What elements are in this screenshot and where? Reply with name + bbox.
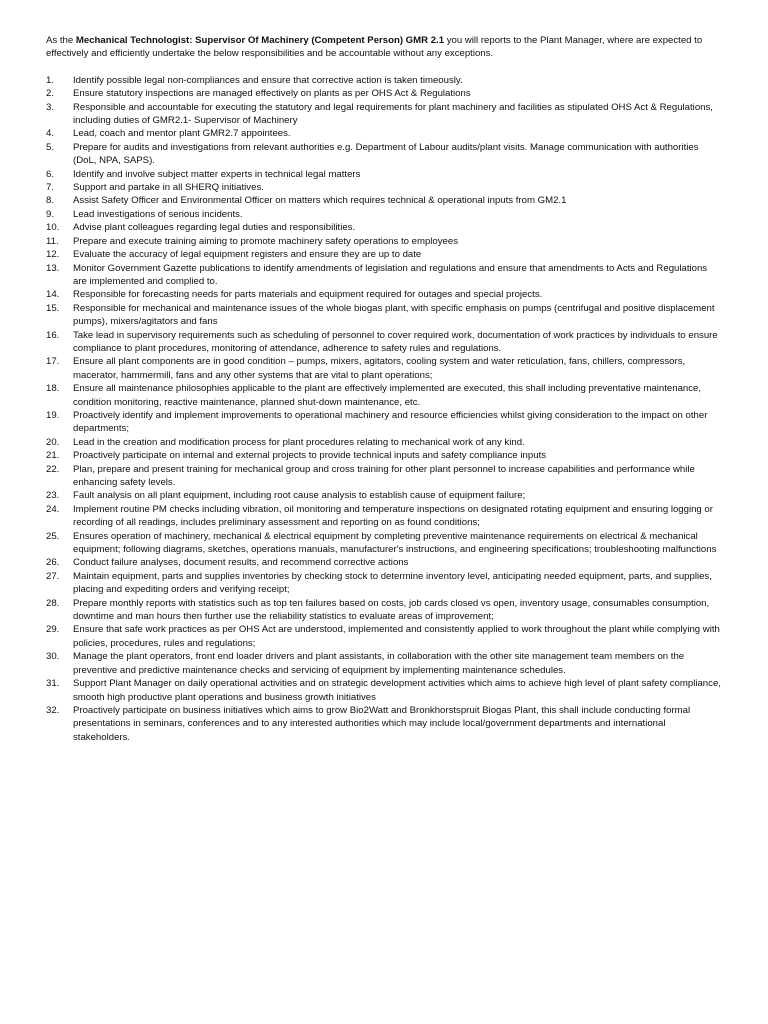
- list-item-text: Prepare monthly reports with statistics such as top ten failures based on costs, job cards closed vs open, inventory usage, consumables consumption, downtime and man hours then further use the reliability statistics to evaluate areas of improvement;: [73, 597, 710, 623]
- list-item-text: Prepare and execute training aiming to promote machinery safety operations to employees: [73, 235, 459, 247]
- list-item-number: 24.: [46, 503, 60, 515]
- list-item: [46, 262, 722, 289]
- list-item: [46, 570, 722, 597]
- intro-role-title: Mechanical Technologist: Supervisor Of Machinery (Competent Person) GMR 2.1: [75, 35, 445, 46]
- intro-suffix: you will reports to the Plant Manager, where are expected to effectively and efficiently undertake the below responsibilities and be accountable without any exceptions.: [46, 35, 703, 60]
- list-item: [46, 623, 722, 650]
- list-item-number: 8.: [46, 195, 55, 207]
- list-item: [46, 87, 722, 100]
- list-item-number: 28.: [46, 597, 60, 609]
- list-item-number: 30.: [46, 651, 60, 663]
- list-item-text: Implement routine PM checks including vibration, oil monitoring and temperature inspections on designated rotating equipment and ensuring logging or recording of all readings, includes preliminary assessment and reporting on as found conditions;: [73, 503, 713, 529]
- list-item-text: Take lead in supervisory requirements such as scheduling of personnel to cover required work, documentation of work practices by individuals to ensure compliance to plant procedures, monitoring of attendance, adherence to safety rules and regulations.: [73, 329, 718, 354]
- list-item: [46, 556, 722, 569]
- list-item-text: Ensure all maintenance philosophies applicable to the plant are effectively implemented are executed, this shall including preventative maintenance, condition monitoring, reactive maintenance, planned shut-down maintenance, etc.: [73, 383, 702, 408]
- list-item-number: 12.: [46, 249, 60, 261]
- list-item-number: 5.: [46, 141, 55, 153]
- list-item: [46, 288, 722, 301]
- list-item-number: 32.: [46, 704, 60, 716]
- list-item: [46, 382, 722, 409]
- list-item: [46, 704, 722, 744]
- list-item: [46, 248, 722, 261]
- list-item-text: Ensure all plant components are in good condition – pumps, mixers, agitators, cooling system and water reticulation, fans, chillers, compressors, macerator, hammermill, fans and any other systems that are vital to plant operations;: [73, 356, 686, 381]
- list-item-number: 9.: [46, 208, 55, 220]
- list-item-number: 7.: [46, 182, 55, 194]
- list-item-text: Proactively participate on business initiatives which aims to grow Bio2Watt and Bronkhorstspruit Biogas Plant, this shall include conducting formal presentations in seminars, conferences and to any interested authorities which may include local/government departments and international stakeholders.: [73, 704, 691, 743]
- list-item-text: Fault analysis on all plant equipment, including root cause analysis to establish cause of equipment failure;: [73, 490, 526, 502]
- list-item-number: 31.: [46, 678, 60, 690]
- list-item-number: 3.: [46, 101, 55, 113]
- list-item-number: 27.: [46, 570, 60, 582]
- list-item-number: 25.: [46, 530, 60, 542]
- list-item-text: Conduct failure analyses, document results, and recommend corrective actions: [73, 557, 409, 569]
- list-item-text: Manage the plant operators, front end loader drivers and plant assistants, in collaboration with the other site management team members on the preventive and predictive maintenance checks and servicing of equipment by implementing maintenance schedules.: [73, 651, 685, 676]
- list-item-number: 6.: [46, 168, 55, 180]
- list-item-number: 10.: [46, 222, 60, 234]
- list-item-text: Responsible and accountable for executing the statutory and legal requirements for plant machinery and facilities as stipulated OHS Act & Regulations, including duties of GMR2.1- Supervisor of Machinery: [73, 101, 713, 127]
- list-item: [46, 141, 722, 168]
- list-item-text: Maintain equipment, parts and supplies inventories by checking stock to determine inventory level, anticipating needed equipment, parts, and supplies, placing and expediting orders and verifying receipt;: [73, 570, 712, 596]
- list-item-text: Lead in the creation and modification process for plant procedures relating to mechanical work of any kind.: [73, 436, 525, 448]
- list-item: [46, 436, 722, 449]
- list-item-text: Identify and involve subject matter experts in technical legal matters: [73, 168, 361, 180]
- list-item: [46, 127, 722, 140]
- list-item-number: 19.: [46, 409, 60, 421]
- list-item: [46, 503, 722, 530]
- list-item: [46, 302, 722, 329]
- list-item: [46, 463, 722, 490]
- list-item-number: 14.: [46, 289, 60, 301]
- list-item-number: 20.: [46, 436, 60, 448]
- list-item-text: Support and partake in all SHERQ initiatives.: [73, 182, 264, 194]
- list-item-text: Proactively participate on internal and external projects to provide technical inputs and safety compliance inputs: [73, 450, 547, 462]
- list-item-number: 23.: [46, 490, 60, 502]
- list-item-number: 16.: [46, 329, 60, 341]
- list-item: [46, 650, 722, 677]
- list-item-text: Responsible for forecasting needs for parts materials and equipment required for outages and special projects.: [73, 289, 543, 301]
- list-item-number: 17.: [46, 356, 60, 368]
- intro-paragraph: [46, 34, 722, 61]
- list-item-number: 26.: [46, 557, 60, 569]
- list-item: [46, 101, 722, 128]
- list-item: [46, 489, 722, 502]
- list-item: [46, 597, 722, 624]
- list-item-number: 2.: [46, 88, 55, 100]
- list-item-text: Assist Safety Officer and Environmental Officer on matters which requires technical & operational inputs from GM2.1: [73, 195, 567, 207]
- list-item: [46, 409, 722, 436]
- list-item-number: 22.: [46, 463, 60, 475]
- list-item: [46, 181, 722, 194]
- list-item: [46, 449, 722, 462]
- list-item-text: Plan, prepare and present training for mechanical group and cross training for other plant personnel to increase capabilities and performance while enhancing safety levels.: [73, 463, 695, 488]
- list-item-text: Responsible for mechanical and maintenance issues of the whole biogas plant, with specific emphasis on pumps (centrifugal and positive displacement pumps), mixers/agitators and fans: [73, 302, 715, 328]
- list-item-text: Ensure statutory inspections are managed effectively on plants as per OHS Act & Regulations: [73, 88, 471, 100]
- list-item-text: Support Plant Manager on daily operational activities and on strategic development activities which aims to achieve high level of plant safety compliance, smooth high productive plant operations and business growth initiatives: [73, 678, 721, 703]
- list-item: [46, 208, 722, 221]
- list-item: [46, 74, 722, 87]
- list-item: [46, 235, 722, 248]
- intro-prefix: As the: [46, 35, 76, 46]
- list-item-text: Lead investigations of serious incidents.: [73, 208, 243, 220]
- list-item-text: Lead, coach and mentor plant GMR2.7 appointees.: [73, 128, 291, 140]
- list-item: [46, 329, 722, 356]
- list-item-text: Advise plant colleagues regarding legal duties and responsibilities.: [73, 222, 356, 234]
- list-item-text: Ensure that safe work practices as per OHS Act are understood, implemented and consistently applied to work throughout the plant while complying with policies, procedures, rules and regulations;: [73, 624, 720, 649]
- list-item-text: Monitor Government Gazette publications to identify amendments of legislation and regulations and ensure that amendments to Acts and Regulations are implemented and complied to.: [73, 262, 708, 287]
- list-item: [46, 677, 722, 704]
- list-item: [46, 355, 722, 382]
- list-item: [46, 221, 722, 234]
- list-item: [46, 194, 722, 207]
- list-item-number: 13.: [46, 262, 60, 274]
- responsibilities-list: [46, 74, 722, 744]
- document-page: [46, 34, 722, 744]
- list-item-number: 11.: [46, 235, 59, 247]
- list-item-text: Evaluate the accuracy of legal equipment registers and ensure they are up to date: [73, 249, 422, 261]
- list-item-number: 15.: [46, 302, 60, 314]
- list-item: [46, 168, 722, 181]
- list-item-number: 4.: [46, 128, 55, 140]
- list-item: [46, 530, 722, 557]
- list-item-text: Prepare for audits and investigations from relevant authorities e.g. Department of Labour audits/plant visits. Manage communication with authorities (DoL, NPA, SAPS).: [73, 141, 699, 167]
- list-item-number: 29.: [46, 624, 60, 636]
- list-item-number: 18.: [46, 383, 60, 395]
- list-item-number: 1.: [46, 74, 55, 86]
- list-item-number: 21.: [46, 450, 60, 462]
- list-item-text: Proactively identify and implement improvements to operational machinery and resource efficiencies whilst giving consideration to the impact on other departments;: [73, 409, 708, 435]
- list-item-text: Identify possible legal non-compliances and ensure that corrective action is taken timeously.: [73, 74, 463, 86]
- list-item-text: Ensures operation of machinery, mechanical & electrical equipment by completing preventive maintenance requirements on electrical & mechanical equipment; following diagrams, sketches, operations manuals, manufacturer's instructions, and engineering specifications; troubleshooting malfunctions: [73, 530, 717, 556]
